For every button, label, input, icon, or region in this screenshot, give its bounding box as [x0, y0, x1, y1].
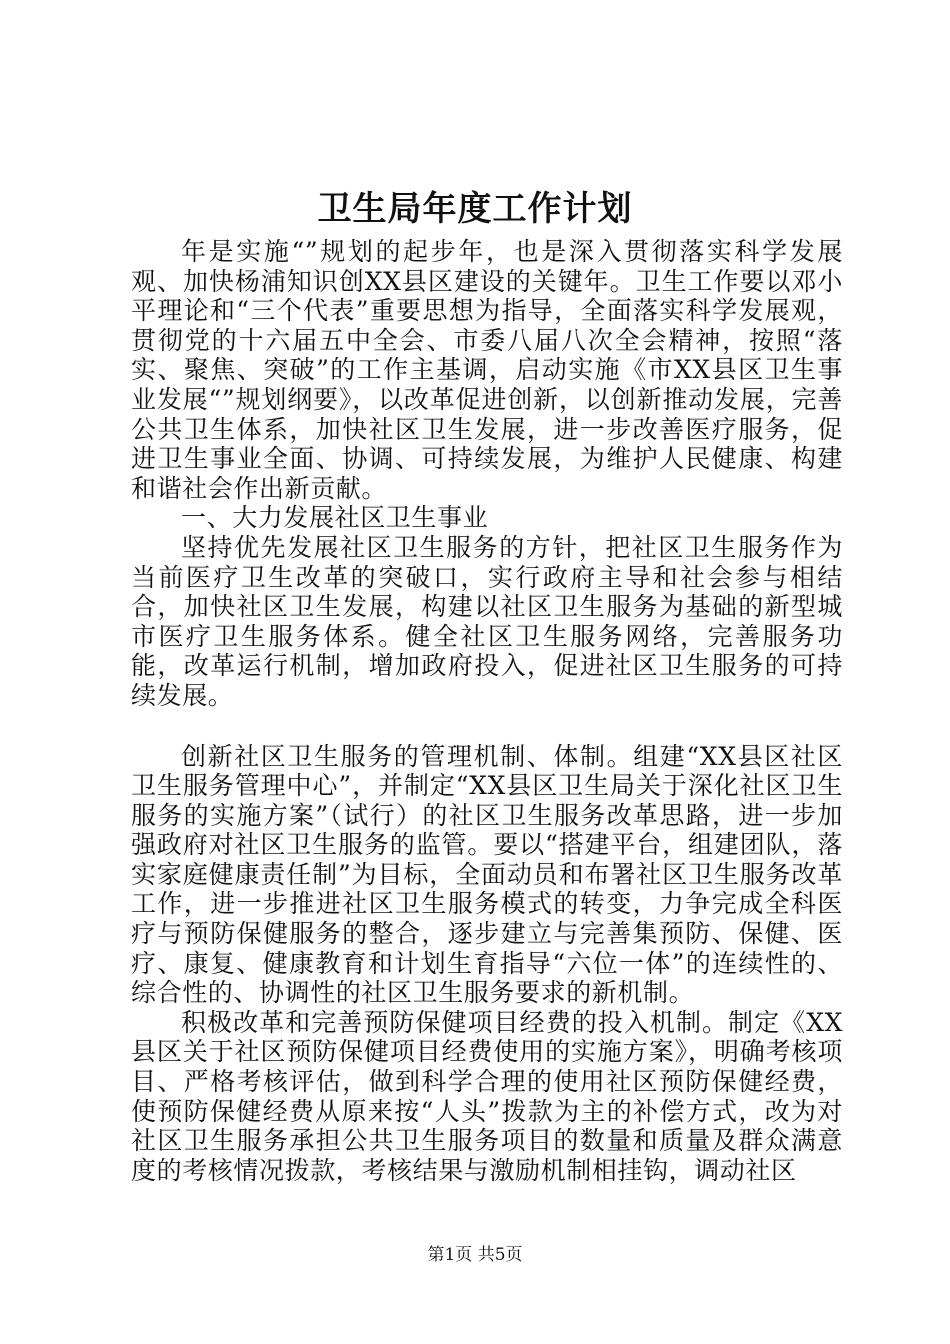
page-footer: 第1页 共5页: [427, 1245, 523, 1265]
section-paragraph-3: 积极改革和完善预防保健项目经费的投入机制。制定《XX县区关于社区预防保健项目经费使用的实施方案》，明确考核项目、严格考核评估，做到科学合理的使用社区预防保健经费，使预防保健经费从原来按“人头”拨款为主的补偿方式，改为对社区卫生服务承担公共卫生服务项目的数量和质量及群众满意度的考核情况拨款，考核结果与激励机制相挂钩，调动社区: [131, 1007, 843, 1185]
intro-paragraph: 年是实施“”规划的起步年，也是深入贯彻落实科学发展观、加快杨浦知识创XX县区建设的关键年。卫生工作要以邓小平理论和“三个代表”重要思想为指导，全面落实科学发展观，贯彻党的十六届五中全会、市委八届八次全会精神，按照“落实、聚焦、突破”的工作主基调，启动实施《市XX县区卫生事业发展“”规划纲要》，以改革促进创新，以创新推动发展，完善公共卫生体系，加快社区卫生发展，进一步改善医疗服务，促进卫生事业全面、协调、可持续发展，为维护人民健康、构建和谐社会作出新贡献。: [131, 237, 843, 503]
paragraph-gap: [131, 711, 843, 742]
document-body: [131, 237, 843, 1185]
section-paragraph-2: 创新社区卫生服务的管理机制、体制。组建“XX县区社区卫生服务管理中心”，并制定“XX县区卫生局关于深化社区卫生服务的实施方案”（试行）的社区卫生服务改革思路，进一步加强政府对社区卫生服务的监管。要以“搭建平台，组建团队，落实家庭健康责任制”为目标，全面动员和布署社区卫生服务改革工作，进一步推进社区卫生服务模式的转变，力争完成全科医疗与预防保健服务的整合，逐步建立与完善集预防、保健、医疗、康复、健康教育和计划生育指导“六位一体”的连续性的、综合性的、协调性的社区卫生服务要求的新机制。: [131, 741, 843, 1008]
section-heading: 一、大力发展社区卫生事业: [181, 503, 489, 533]
document-title: 卫生局年度工作计划: [317, 189, 633, 229]
section-paragraph-1: 坚持优先发展社区卫生服务的方针，把社区卫生服务作为当前医疗卫生改革的突破口，实行政府主导和社会参与相结合，加快社区卫生发展，构建以社区卫生服务为基础的新型城市医疗卫生服务体系。健全社区卫生服务网络，完善服务功能，改革运行机制，增加政府投入，促进社区卫生服务的可持续发展。: [131, 532, 843, 710]
